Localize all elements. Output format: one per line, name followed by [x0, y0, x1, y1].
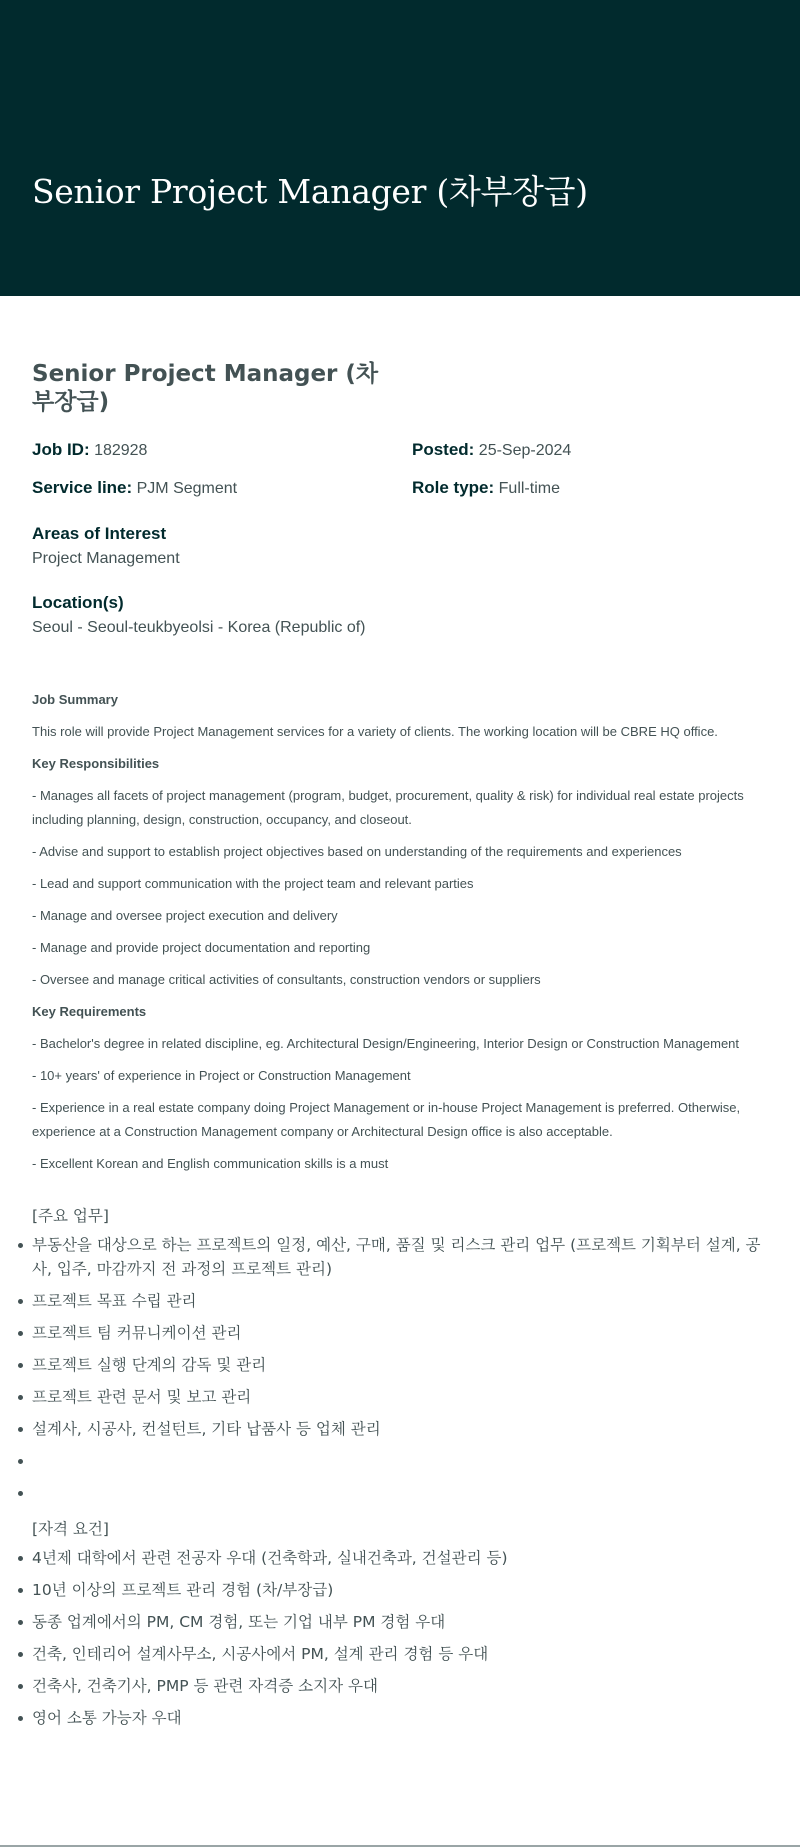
korean-description [0, 1200, 800, 1738]
requirement-item: - Excellent Korean and English communication skills is a must [32, 1156, 389, 1171]
job-description [32, 688, 752, 1184]
role-type [412, 478, 560, 499]
job-title: Senior Project Manager (차부장급) [32, 361, 379, 415]
list-item-text: 영어 소통 가능자 우대 [32, 1709, 182, 1727]
list-item [0, 1642, 762, 1666]
responsibilities-heading: Key Responsibilities [32, 756, 160, 771]
bullet-icon [18, 1395, 23, 1400]
job-id-label: Job ID: [32, 440, 90, 459]
bullet-icon [18, 1427, 23, 1432]
empty-list-item [0, 1449, 762, 1473]
list-item-text: 프로젝트 관련 문서 및 보고 관리 [32, 1388, 252, 1406]
list-item-text: 건축, 인테리어 설계사무소, 시공사에서 PM, 설계 관리 경험 등 우대 [32, 1645, 489, 1663]
list-item-text: 부동산을 대상으로 하는 프로젝트의 일정, 예산, 구매, 품질 및 리스크 관리 업무 (프로젝트 기획부터 설계, 공사, 입주, 마감까지 전 과정의 프로젝트 관리) [32, 1236, 761, 1278]
korean-duties-heading: [주요 업무] [32, 1207, 109, 1225]
korean-requirements-list [0, 1546, 800, 1730]
list-item [0, 1706, 762, 1730]
areas-heading: Areas of Interest [32, 524, 167, 543]
list-item [0, 1578, 762, 1602]
list-item [0, 1546, 762, 1570]
bullet-icon [18, 1491, 23, 1496]
posted-date [412, 440, 571, 461]
bullet-icon [18, 1331, 23, 1336]
bullet-icon [18, 1684, 23, 1689]
list-item [0, 1417, 762, 1441]
bullet-icon [18, 1588, 23, 1593]
empty-list-item [0, 1481, 762, 1505]
list-item [0, 1385, 762, 1409]
list-item-text: 건축사, 건축기사, PMP 등 관련 자격증 소지자 우대 [32, 1677, 378, 1695]
list-item-text: 프로젝트 목표 수립 관리 [32, 1292, 197, 1310]
job-id [32, 440, 147, 461]
job-id-value: 182928 [94, 442, 148, 459]
responsibility-item: - Manages all facets of project management (program, budget, procurement, quality & risk) for individual real estate projects including planning, design, construction, occupancy, and closeout. [32, 788, 744, 827]
list-item [0, 1289, 762, 1313]
list-item [0, 1353, 762, 1377]
requirement-item: - Experience in a real estate company doing Project Management or in-house Project Management is preferred. Otherwise, experience at a Construction Management company or Architectural Design office is also acceptable. [32, 1100, 741, 1139]
posted-label: Posted: [412, 440, 475, 459]
korean-duties-list [0, 1233, 800, 1505]
list-item [0, 1610, 762, 1634]
bullet-icon [18, 1556, 23, 1561]
list-item [0, 1233, 762, 1281]
list-item [0, 1321, 762, 1345]
bullet-icon [18, 1716, 23, 1721]
responsibility-item: - Advise and support to establish project objectives based on understanding of the requirements and experiences [32, 844, 682, 859]
role-type-value: Full-time [498, 480, 560, 497]
hero-title: Senior Project Manager (차부장급) [32, 172, 588, 211]
service-line-label: Service line: [32, 478, 133, 497]
list-item-text: 동종 업계에서의 PM, CM 경험, 또는 기업 내부 PM 경험 우대 [32, 1613, 446, 1631]
list-item-text: 설계사, 시공사, 컨설턴트, 기타 납품사 등 업체 관리 [32, 1420, 381, 1438]
locations-heading: Location(s) [32, 593, 124, 612]
bullet-icon [18, 1363, 23, 1368]
responsibility-item: - Manage and oversee project execution and delivery [32, 908, 338, 923]
areas-value: Project Management [32, 550, 180, 567]
responsibility-item: - Manage and provide project documentation and reporting [32, 940, 371, 955]
korean-requirements-heading: [자격 요건] [32, 1520, 109, 1538]
service-line [32, 478, 237, 499]
list-item-text: 프로젝트 실행 단계의 감독 및 관리 [32, 1356, 267, 1374]
list-item-text: 4년제 대학에서 관련 전공자 우대 (건축학과, 실내건축과, 건설관리 등) [32, 1549, 508, 1567]
list-item-text: 10년 이상의 프로젝트 관리 경험 (차/부장급) [32, 1581, 334, 1599]
responsibility-item: - Lead and support communication with the project team and relevant parties [32, 876, 474, 891]
requirement-item: - Bachelor's degree in related discipline, eg. Architectural Design/Engineering, Interior Design or Construction Management [32, 1036, 740, 1051]
service-line-value: PJM Segment [136, 480, 238, 497]
requirement-item: - 10+ years' of experience in Project or Construction Management [32, 1068, 411, 1083]
responsibility-item: - Oversee and manage critical activities of consultants, construction vendors or suppliers [32, 972, 541, 987]
posted-value: 25-Sep-2024 [478, 442, 572, 459]
list-item-text: 프로젝트 팀 커뮤니케이션 관리 [32, 1324, 242, 1342]
bullet-icon [18, 1299, 23, 1304]
requirements-heading: Key Requirements [32, 1004, 147, 1019]
locations-value: Seoul - Seoul-teukbyeolsi - Korea (Republic of) [32, 619, 366, 636]
role-type-label: Role type: [412, 478, 495, 497]
job-summary-heading: Job Summary [32, 692, 118, 707]
bullet-icon [18, 1652, 23, 1657]
bullet-icon [18, 1459, 23, 1464]
bullet-icon [18, 1620, 23, 1625]
list-item [0, 1674, 762, 1698]
job-summary-text: This role will provide Project Management services for a variety of clients. The working location will be CBRE HQ office. [32, 724, 718, 739]
hero-banner [0, 0, 800, 296]
bullet-icon [18, 1243, 23, 1248]
